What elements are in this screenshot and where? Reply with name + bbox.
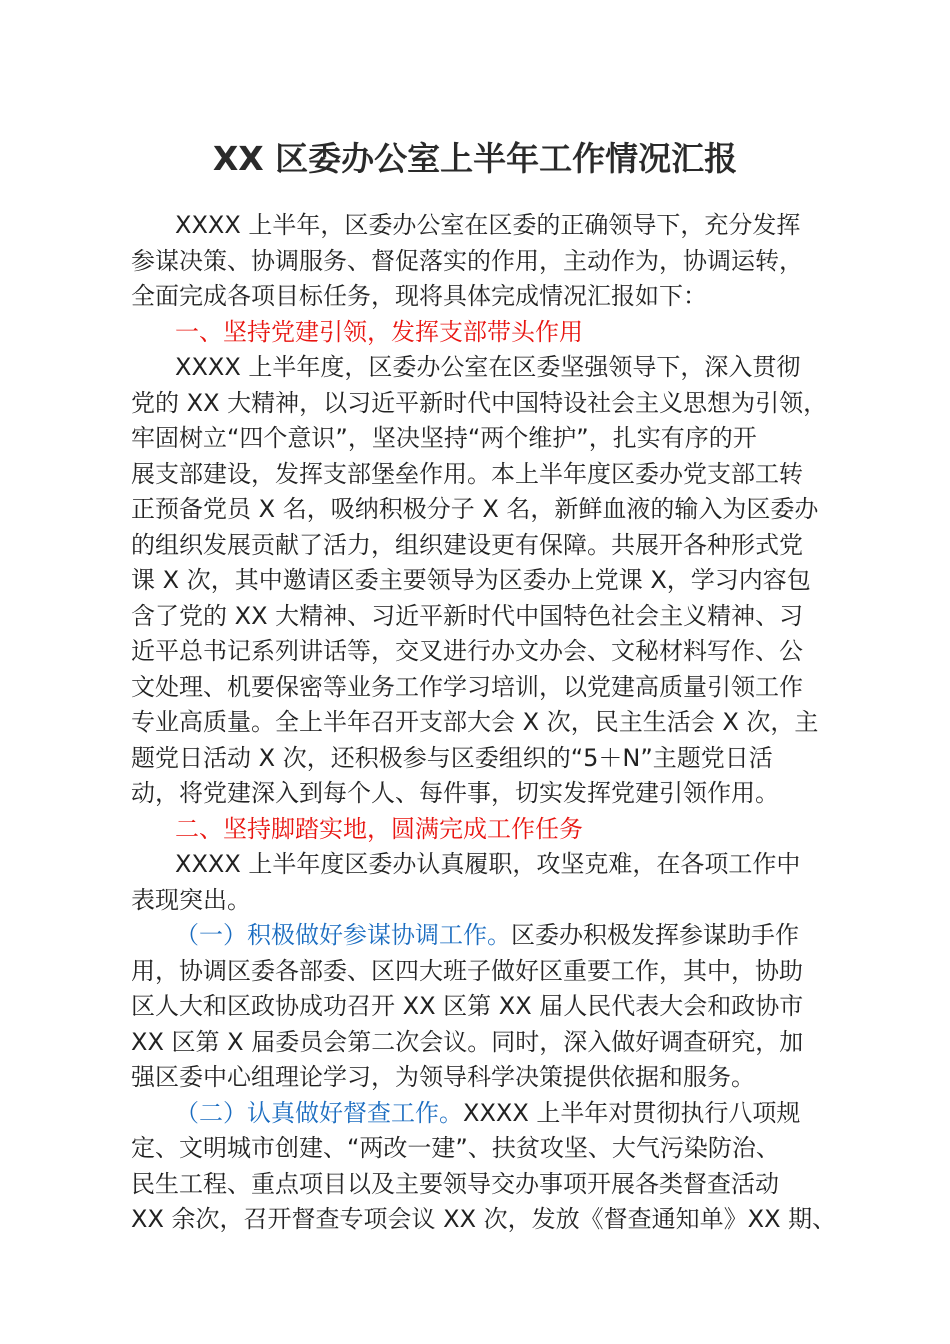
paragraph-line: 题党日活动 X 次，还积极参与区委组织的“5＋N”主题党日活 bbox=[131, 743, 773, 772]
paragraph-line: 展支部建设，发挥支部堡垒作用。本上半年度区委办党支部工转 bbox=[131, 459, 803, 488]
section-heading: 二、坚持脚踏实地，圆满完成工作任务 bbox=[175, 814, 583, 843]
paragraph-line: 含了党的 XX 大精神、习近平新时代中国特色社会主义精神、习 bbox=[131, 601, 804, 630]
paragraph-line: 近平总书记系列讲话等，交叉进行办文办会、文秘材料写作、公 bbox=[131, 637, 803, 665]
paragraph-line: 课 X 次，其中邀请区委主要领导为区委办上党课 X，学习内容包 bbox=[131, 566, 811, 594]
document-body bbox=[131, 208, 856, 1238]
subsection-heading: （一）积极做好参谋协调工作。 bbox=[175, 921, 511, 949]
subsection-heading: （二）认真做好督查工作。 bbox=[175, 1098, 463, 1127]
paragraph-line: 用，协调区委各部委、区四大班子做好区重要工作，其中，协助 bbox=[131, 956, 803, 985]
section-heading: 一、坚持党建引领，发挥支部带头作用 bbox=[175, 317, 583, 346]
paragraph-line: 专业高质量。全上半年召开支部大会 X 次，民主生活会 X 次，主 bbox=[131, 708, 819, 736]
paragraph-line: XX 区第 X 届委员会第二次会议。同时，深入做好调查研究，加 bbox=[131, 1027, 804, 1056]
page-title: XX 区委办公室上半年工作情况汇报 bbox=[212, 139, 738, 178]
paragraph-line: XXXX 上半年度区委办认真履职，攻坚克难，在各项工作中 bbox=[175, 850, 801, 878]
paragraph-line: 文处理、机要保密等业务工作学习培训，以党建高质量引领工作 bbox=[131, 672, 803, 701]
paragraph-line: 牢固树立“四个意识”，坚决坚持“两个维护”，扎实有序的开 bbox=[131, 424, 757, 452]
paragraph-line: 表现突出。 bbox=[131, 885, 251, 914]
paragraph-line: 动，将党建深入到每个人、每件事，切实发挥党建引领作用。 bbox=[131, 779, 779, 807]
intro-line: 全面完成各项目标任务，现将具体完成情况汇报如下： bbox=[131, 282, 707, 310]
subsection-first-line bbox=[131, 1096, 856, 1132]
subsection-first-line bbox=[131, 918, 856, 954]
paragraph-line: 强区委中心组理论学习，为领导科学决策提供依据和服务。 bbox=[131, 1063, 755, 1091]
intro-line: 参谋决策、协调服务、督促落实的作用，主动作为，协调运转， bbox=[131, 246, 803, 275]
paragraph-text: XXXX 上半年对贯彻执行八项规 bbox=[463, 1098, 801, 1127]
paragraph-line: 区人大和区政协成功召开 XX 区第 XX 届人民代表大会和政协市 bbox=[131, 992, 804, 1020]
paragraph-line: 党的 XX 大精神，以习近平新时代中国特设社会主义思想为引领， bbox=[131, 388, 828, 417]
paragraph-line: XX 余次，召开督查专项会议 XX 次，发放《督查通知单》XX 期、 bbox=[131, 1205, 837, 1233]
paragraph-line: XXXX 上半年度，区委办公室在区委坚强领导下，深入贯彻 bbox=[175, 353, 801, 381]
paragraph-line: 定、文明城市创建、“两改一建”、扶贫攻坚、大气污染防治、 bbox=[131, 1134, 780, 1162]
intro-line: XXXX 上半年，区委办公室在区委的正确领导下，充分发挥 bbox=[175, 211, 801, 239]
paragraph-line: 正预备党员 X 名，吸纳积极分子 X 名，新鲜血液的输入为区委办 bbox=[131, 495, 819, 523]
paragraph-text: 区委办积极发挥参谋助手作 bbox=[511, 921, 799, 949]
paragraph-line: 的组织发展贡献了活力，组织建设更有保障。共展开各种形式党 bbox=[131, 530, 803, 559]
paragraph-line: 民生工程、重点项目以及主要领导交办事项开展各类督查活动 bbox=[131, 1169, 779, 1198]
